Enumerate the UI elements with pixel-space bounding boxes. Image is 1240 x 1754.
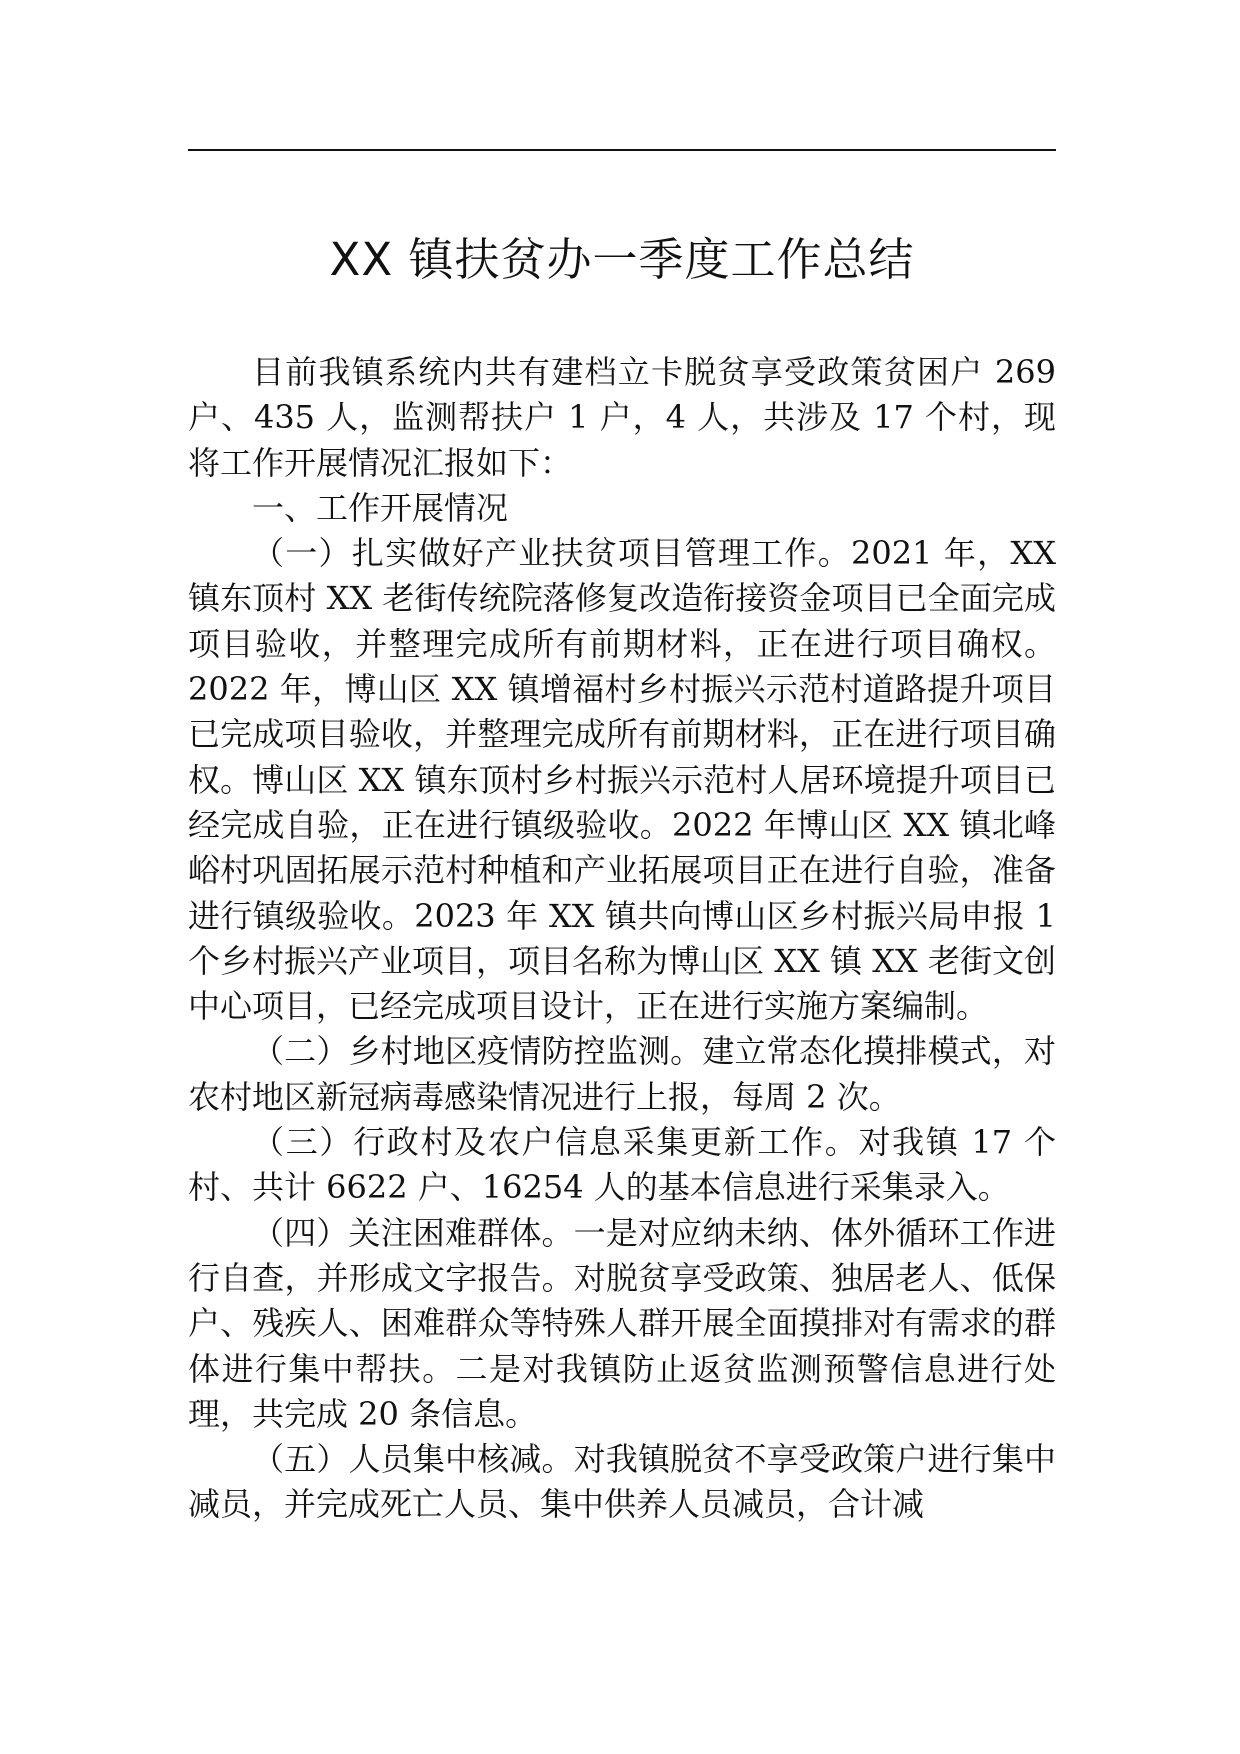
document-title: XX 镇扶贫办一季度工作总结 [329, 233, 915, 286]
paragraph-item-5: （五）人员集中核减。对我镇脱贫不享受政策户进行集中减员，并完成死亡人员、集中供养人员减员，合计减 [188, 1440, 1056, 1524]
document-body [188, 350, 1056, 1528]
paragraph-item-4: （四）关注困难群体。一是对应纳未纳、体外循环工作进行自查，并形成文字报告。对脱贫享受政策、独居老人、低保户、残疾人、困难群众等特殊人群开展全面摸排对有需求的群体进行集中帮扶。二是对我镇防止返贫监测预警信息进行处理，共完成 20 条信息。 [188, 1213, 1056, 1433]
header-rule [188, 149, 1056, 151]
paragraph-item-1: （一）扎实做好产业扶贫项目管理工作。2021 年，XX 镇东顶村 XX 老街传统院落修复改造衔接资金项目已全面完成项目验收，并整理完成所有前期材料，正在进行项目确权。2022 年，博山区 XX 镇增福村乡村振兴示范村道路提升项目已完成项目验收，并整理完成所有前期材料，正在进行项目确权。博山区 XX 镇东顶村乡村振兴示范村人居环境提升项目已经完成自验，正在进行镇级验收。2022 年博山区 XX 镇北峰峪村巩固拓展示范村种植和产业拓展项目正在进行自验，准备进行镇级验收。2023 年 XX 镇共向博山区乡村振兴局申报 1 个乡村振兴产业项目，项目名称为博山区 XX 镇 XX 老街文创中心项目，已经完成项目设计，正在进行实施方案编制。 [188, 534, 1056, 1026]
paragraph-item-3: （三）行政村及农户信息采集更新工作。对我镇 17 个村、共计 6622 户、16254 人的基本信息进行采集录入。 [188, 1123, 1056, 1207]
section-heading: 一、工作开展情况 [252, 488, 509, 527]
paragraph-intro: 目前我镇系统内共有建档立卡脱贫享受政策贫困户 269 户、435 人，监测帮扶户 1 户，4 人，共涉及 17 个村，现将工作开展情况汇报如下： [188, 353, 1056, 482]
paragraph-item-2: （二）乡村地区疫情防控监测。建立常态化摸排模式，对农村地区新冠病毒感染情况进行上报，每周 2 次。 [188, 1032, 1056, 1116]
